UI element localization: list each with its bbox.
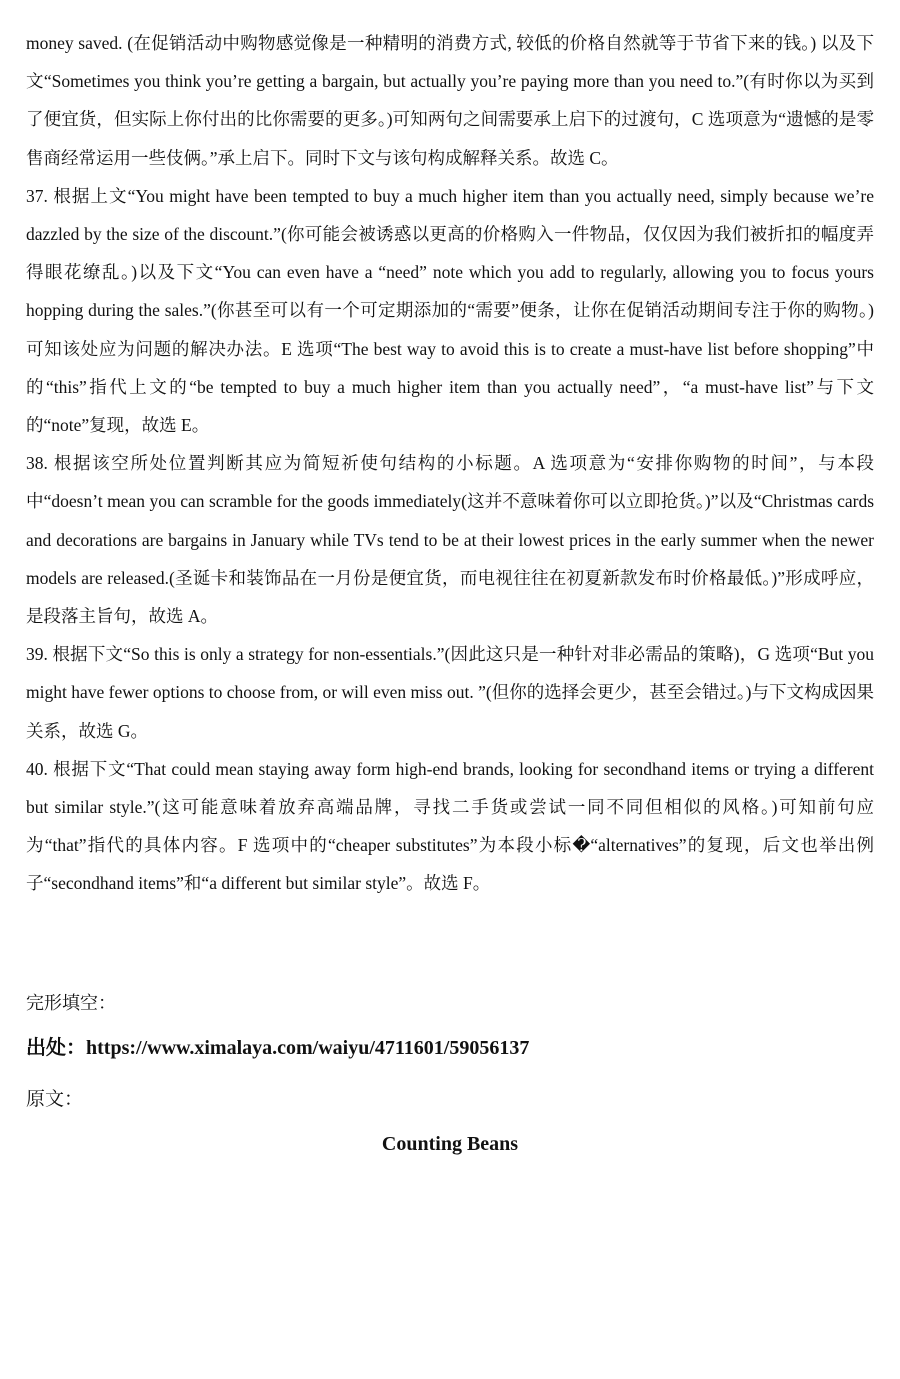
source-prefix: 出处：	[26, 1036, 86, 1059]
explanation-38: 38. 根据该空所处位置判断其应为简短祈使句结构的小标题。A 选项意为“安排你购物的时间”，与本段中“doesn’t mean you can scramble for the goods immediately(这并不意味着你可以立即抢货。)”以及“Christmas cards and decorations are bargains in January while TVs tend to be at their lowest prices in the early summer when the newer models are released.(圣诞卡和装饰品在一月份是便宜货，而电视往往在初夏新款发布时价格最低。)”形成呼应，是段落主旨句，故选 A。	[26, 453, 874, 627]
source-url[interactable]: https://www.ximalaya.com/waiyu/4711601/59056137	[86, 1036, 530, 1059]
answer-explanations	[26, 24, 874, 903]
explanation-39: 39. 根据下文“So this is only a strategy for non-essentials.”(因此这只是一种针对非必需品的策略)，G 选项“But you might have fewer options to choose from, or will even miss out. ”(但你的选择会更少，甚至会错过。)与下文构成因果关系，故选 G。	[26, 644, 874, 741]
original-label: 原文：	[26, 1088, 84, 1110]
source-line	[26, 1033, 874, 1063]
article-title: Counting Beans	[381, 1132, 519, 1155]
explanation-37: 37. 根据上文“You might have been tempted to buy a much higher item than you actually need, simply because we’re dazzled by the size of the discount.”(你可能会被诱惑以更高的价格购入一件物品，仅仅因为我们被折扣的幅度弄得眼花缭乱。)以及下文“You can even have a “need” note which you add to regularly, allowing you to focus yours hopping during the sales.”(你甚至可以有一个可定期添加的“需要”便条，让你在促销活动期间专注于你的购物。)可知该处应为问题的解决办法。E 选项“The best way to avoid this is to create a must-have list before shopping”中的“this”指代上文的“be tempted to buy a much higher item than you actually need”，“a must-have list”与下文的“note”复现，故选 E。	[26, 185, 874, 436]
spacer	[26, 903, 874, 989]
document-page	[26, 24, 874, 1159]
section-label: 完形填空：	[26, 992, 116, 1013]
explanation-40: 40. 根据下文“That could mean staying away form high-end brands, looking for secondhand items or trying a different but similar style.”(这可能意味着放弃高端品牌，寻找二手货或尝试一同不同但相似的风格。)可知前句应为“that”指代的具体内容。F 选项中的“cheaper substitutes”为本段小标�“alternatives”的复现，后文也举出例子“secondhand items”和“a different but similar style”。故选 F。	[26, 758, 874, 894]
explanation-36-cont: money saved. (在促销活动中购物感觉像是一种精明的消费方式, 较低的价格自然就等于节省下来的钱。) 以及下文“Sometimes you think you’re getting a bargain, but actually you’re paying more than you need to.”(有时你以为买到了便宜货，但实际上你付出的比你需要的更多。)可知两句之间需要承上启下的过渡句，C 选项意为“遗憾的是零售商经常运用一些伎俩。”承上启下。同时下文与该句构成解释关系。故选 C。	[26, 33, 874, 168]
